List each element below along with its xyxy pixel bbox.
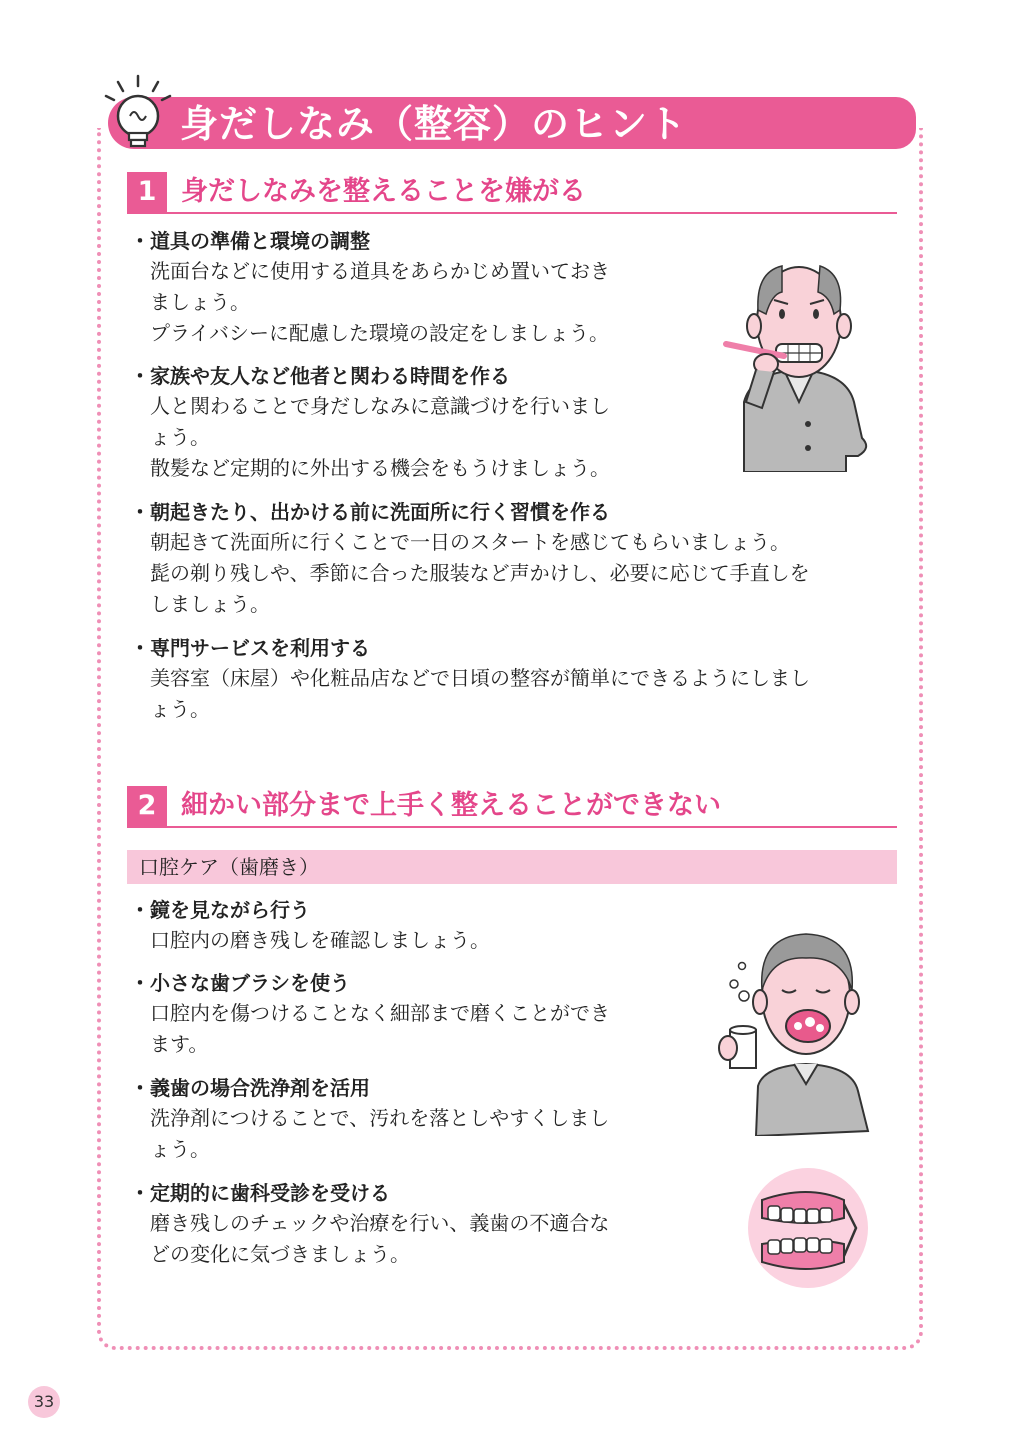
list-item (130, 968, 610, 1060)
list-item (130, 361, 610, 484)
item-line: 散髪など定期的に外出する機会をもうけましょう。 (150, 456, 610, 480)
item-line: どの変化に気づきましょう。 (150, 1242, 410, 1266)
item-heading: 鏡を見ながら行う (150, 898, 310, 922)
section1-title: 身だしなみを整えることを嫌がる (181, 176, 586, 207)
dentures-illustration (746, 1166, 870, 1290)
bullet: ・ (130, 898, 150, 922)
item-line: 人と関わることで身だしなみに意識づけを行いまし (150, 394, 610, 418)
list-item (130, 1178, 609, 1270)
page-title: 身だしなみ（整容）のヒント (180, 102, 688, 146)
item-line: しましょう。 (150, 592, 270, 616)
item-line: 口腔内を傷つけることなく細部まで磨くことができ (150, 1001, 610, 1025)
item-line: プライバシーに配慮した環境の設定をしましょう。 (150, 321, 609, 345)
list-item (130, 895, 490, 956)
item-line: ょう。 (150, 425, 210, 449)
list-item (130, 226, 610, 349)
item-heading: 定期的に歯科受診を受ける (150, 1181, 390, 1205)
subheading-oral-care: 口腔ケア（歯磨き） (127, 850, 897, 884)
bullet: ・ (130, 971, 150, 995)
bullet: ・ (130, 1181, 150, 1205)
section2-number: 2 (127, 786, 167, 826)
man-brushing-teeth-illustration (722, 252, 876, 472)
lightbulb-icon (100, 72, 176, 152)
item-heading: 義歯の場合洗浄剤を活用 (150, 1076, 370, 1100)
item-line: ょう。 (150, 1137, 210, 1161)
section2-title: 細かい部分まで上手く整えることができない (181, 790, 721, 821)
item-heading: 専門サービスを利用する (150, 636, 370, 660)
bullet: ・ (130, 364, 150, 388)
item-line: 磨き残しのチェックや治療を行い、義歯の不適合な (150, 1211, 610, 1235)
item-heading: 道具の準備と環境の調整 (150, 229, 370, 253)
section1-header (127, 172, 897, 214)
item-line: 洗面台などに使用する道具をあらかじめ置いておき (150, 259, 610, 283)
bullet: ・ (130, 1076, 150, 1100)
item-line: 美容室（床屋）や化粧品店などで日頃の整容が簡単にできるようにしまし (150, 666, 810, 690)
list-item (130, 497, 810, 620)
page-number: 33 (28, 1386, 60, 1418)
bullet: ・ (130, 500, 150, 524)
item-line: ます。 (150, 1032, 209, 1056)
section2-header (127, 786, 897, 828)
item-line: ょう。 (150, 697, 210, 721)
bullet: ・ (130, 229, 150, 253)
bullet: ・ (130, 636, 150, 660)
item-heading: 家族や友人など他者と関わる時間を作る (150, 364, 510, 388)
section1-number: 1 (127, 172, 167, 212)
item-line: 洗浄剤につけることで、汚れを落としやすくしまし (150, 1106, 610, 1130)
list-item (130, 1073, 609, 1165)
list-item (130, 633, 810, 725)
item-line: 髭の剃り残しや、季節に合った服装など声かけし、必要に応じて手直しを (150, 561, 810, 585)
item-line: 朝起きて洗面所に行くことで一日のスタートを感じてもらいましょう。 (150, 530, 790, 554)
item-line: ましょう。 (150, 290, 250, 314)
item-heading: 朝起きたり、出かける前に洗面所に行く習慣を作る (150, 500, 610, 524)
man-gargling-illustration (716, 926, 876, 1136)
item-line: 口腔内の磨き残しを確認しましょう。 (150, 928, 490, 952)
item-heading: 小さな歯ブラシを使う (150, 971, 350, 995)
